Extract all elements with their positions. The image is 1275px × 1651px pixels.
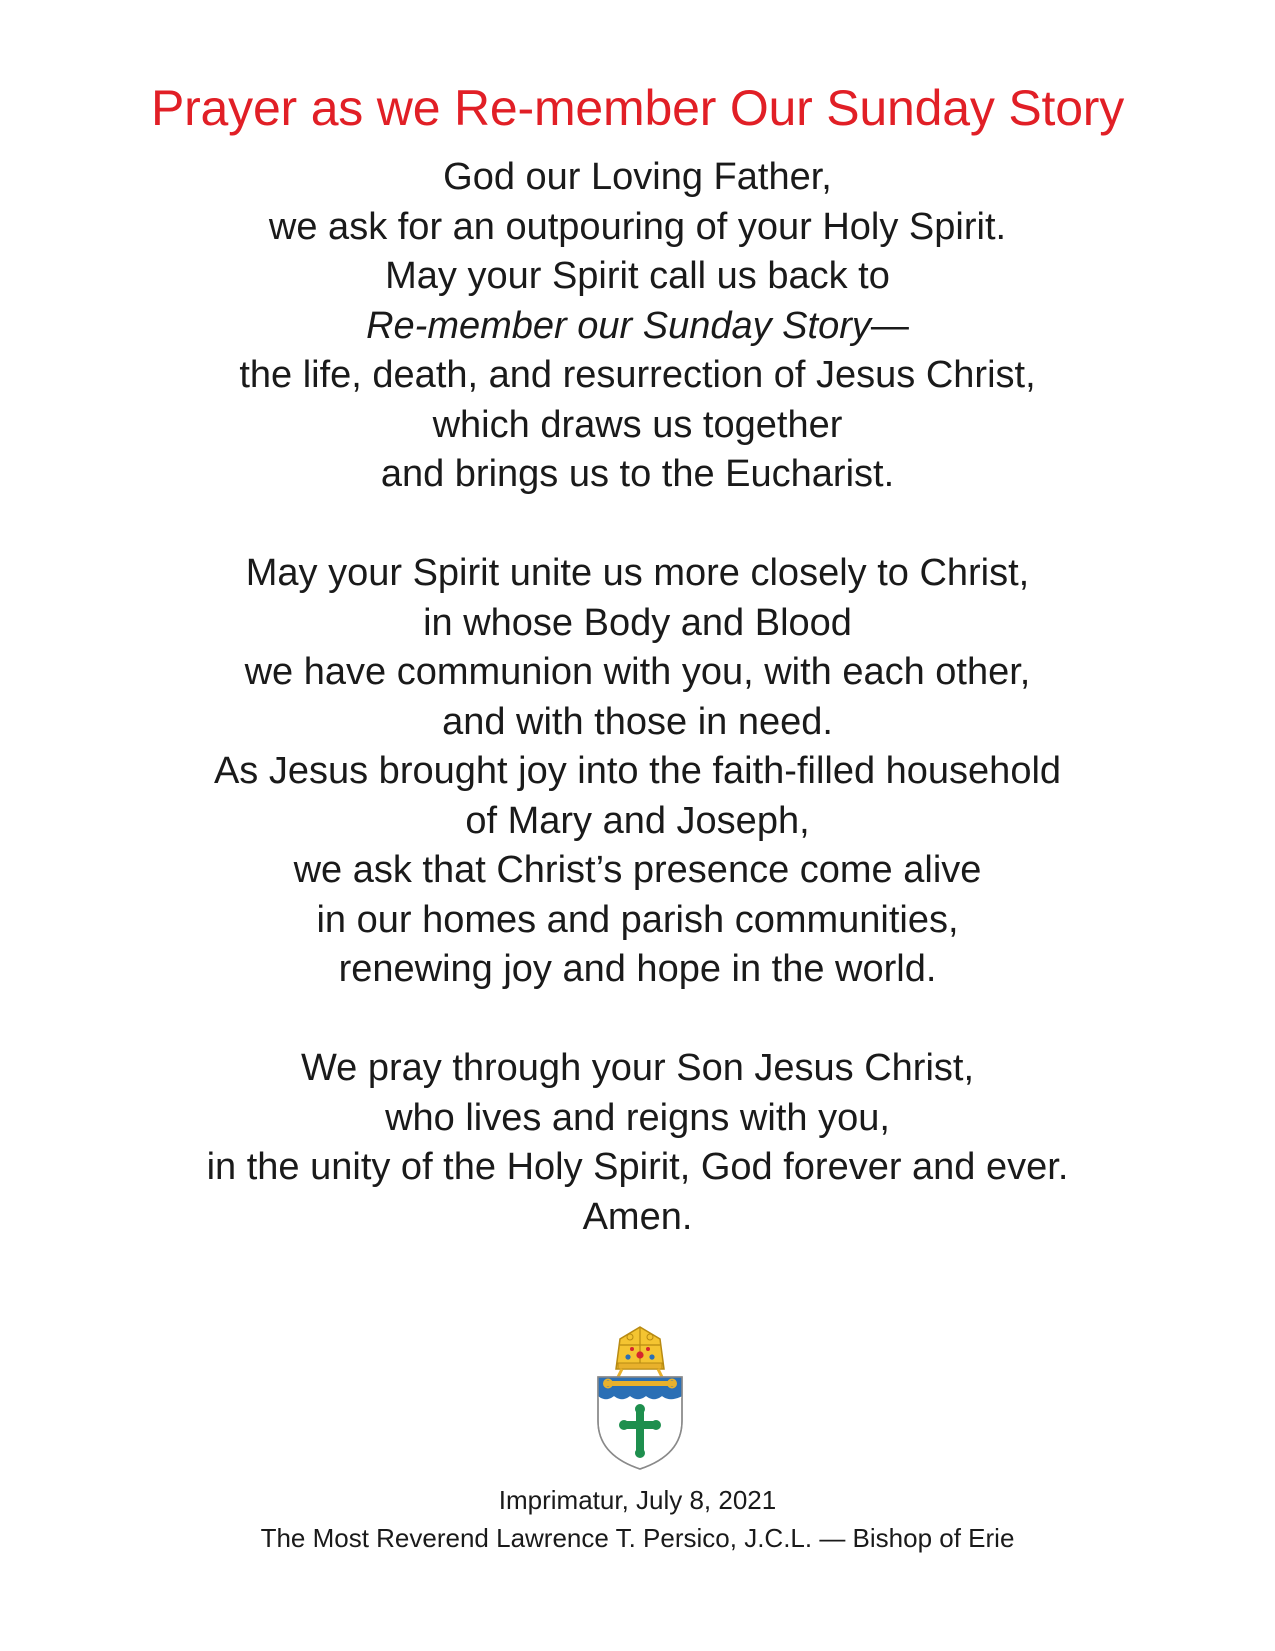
imprimatur-footer [0, 1481, 1275, 1557]
prayer-line: in the unity of the Holy Spirit, God forever and ever. [206, 1146, 1069, 1188]
prayer-line: Amen. [582, 1195, 693, 1238]
prayer-line: the life, death, and resurrection of Jesus Christ, [239, 354, 1036, 396]
prayer-line [0, 302, 1275, 352]
prayer-stanza-1 [0, 153, 1275, 500]
prayer-line: We pray through your Son Jesus Christ, [300, 1047, 975, 1089]
italic-phrase: Re-member our Sunday Story [366, 304, 871, 347]
em-dash: — [870, 304, 909, 347]
prayer-line: we have communion with you, with each other, [244, 651, 1031, 693]
prayer-line: which draws us together [432, 403, 843, 446]
prayer-title: Prayer as we Re-member Our Sunday Story [150, 80, 1125, 136]
prayer-line: who lives and reigns with you, [385, 1096, 890, 1139]
bishop-attribution: The Most Reverend Lawrence T. Persico, J.C.L. — Bishop of Erie [260, 1523, 1015, 1553]
diocese-coat-of-arms-icon [590, 1325, 690, 1471]
prayer-line: in our homes and parish communities, [316, 898, 959, 941]
prayer-line: we ask that Christ’s presence come alive [293, 849, 982, 891]
prayer-line: of Mary and Joseph, [465, 799, 810, 842]
prayer-text [0, 153, 1275, 1242]
prayer-line: May your Spirit unite us more closely to Christ, [245, 552, 1030, 594]
prayer-line: and brings us to the Eucharist. [380, 453, 895, 495]
prayer-line: God our Loving Father, [443, 156, 832, 198]
prayer-line: we ask for an outpouring of your Holy Spirit. [268, 205, 1007, 248]
prayer-line: in whose Body and Blood [423, 601, 852, 644]
prayer-line: and with those in need. [442, 700, 833, 743]
prayer-stanza-3 [0, 1044, 1275, 1242]
prayer-line: As Jesus brought joy into the faith-filled household [213, 750, 1062, 792]
imprimatur-date: Imprimatur, July 8, 2021 [498, 1485, 777, 1515]
prayer-line: May your Spirit call us back to [385, 255, 890, 297]
prayer-line: renewing joy and hope in the world. [338, 948, 937, 990]
prayer-stanza-2 [0, 549, 1275, 995]
